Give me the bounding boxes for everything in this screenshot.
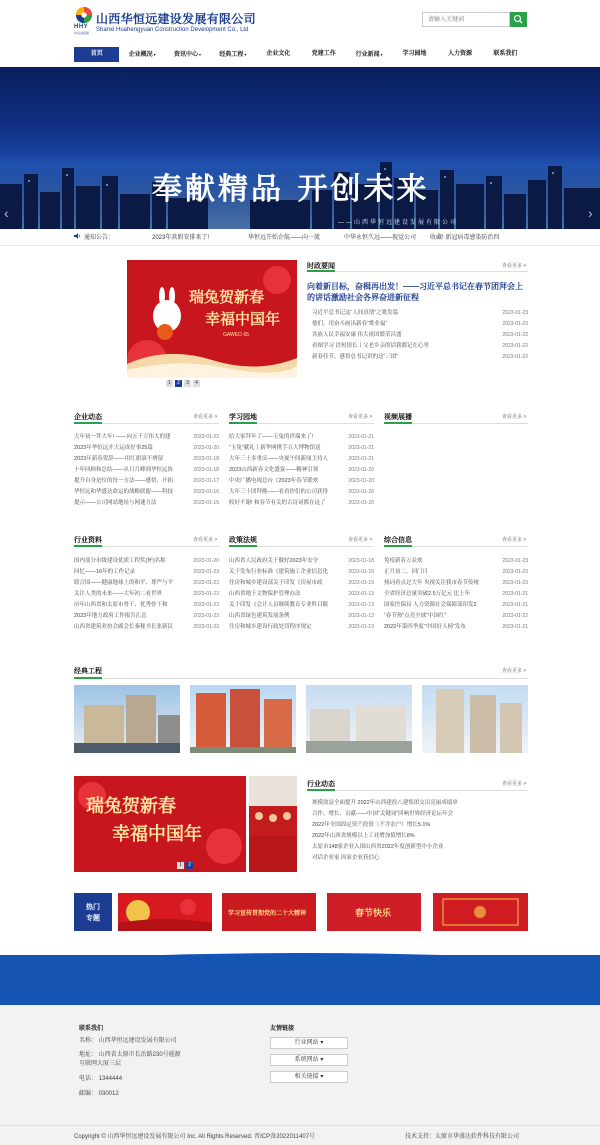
caret-down-icon: ▾ (244, 52, 247, 57)
divider (0, 245, 600, 246)
list-item[interactable] (74, 578, 219, 589)
nav-item[interactable] (119, 47, 164, 62)
list-item-date: 2023-01-20 (193, 558, 219, 564)
building-image (306, 685, 412, 753)
logo-abbr: HHY (74, 24, 89, 30)
list-item-title: 合作、增长、贡献——中国“关键词”回响世界经济论坛年会 (312, 811, 454, 817)
news-slide[interactable] (127, 260, 297, 378)
nav-item-label: 企业概况 (128, 52, 153, 58)
list-item[interactable] (307, 308, 528, 319)
contact-address-2: 互联网大厦三层 (79, 1061, 122, 1067)
decor-band (0, 955, 600, 1005)
list-item[interactable] (307, 352, 528, 363)
list-item-date: 2023-01-18 (193, 467, 219, 473)
list-item-date: 2023-01-21 (348, 445, 374, 451)
list-item-date: 2023-01-18 (348, 558, 374, 564)
divider (74, 678, 528, 679)
list-item-date: 2023-01-22 (502, 354, 528, 360)
nav-item-label: 联系我们 (493, 51, 518, 57)
list-item-date: 2023-01-20 (193, 445, 219, 451)
more-link[interactable]: 查看更多 > (348, 537, 373, 543)
more-link[interactable]: 查看更多 > (502, 414, 527, 420)
tech-support-text: 技术支持：太原市华盛达软件科技有限公司 (405, 1134, 520, 1140)
list-item-title: 大年初一拜大年! ——向五千万伟大的建 (74, 434, 171, 440)
accent-bar (74, 677, 102, 679)
accent-bar (229, 545, 257, 547)
building-image (422, 685, 528, 753)
section-title: 视频展播 (384, 414, 412, 421)
accent-bar (307, 789, 335, 791)
list-item-date: 2023-01-16 (193, 489, 219, 495)
list-item[interactable] (229, 487, 374, 498)
hot-topics-line2: 专题 (86, 915, 100, 922)
list-item[interactable] (384, 567, 528, 578)
list-item-title: 提升自身是位的每一方法——感悟、开拓 (74, 478, 174, 484)
links-title: 友情链接 (270, 1026, 295, 1032)
company-name[interactable]: 山西华恒远建设发展有限公司 (96, 12, 256, 26)
list-item[interactable] (229, 432, 374, 443)
list-item[interactable] (229, 567, 374, 578)
banner-prev-icon[interactable]: ‹ (4, 205, 9, 221)
more-link[interactable]: 查看更多 > (502, 781, 527, 787)
list-item-date: 2023-01-23 (502, 569, 528, 575)
list-item-title: 2022年山西省规模以上工业增加值增长8% (312, 833, 415, 839)
list-item-date: 2023-01-22 (502, 332, 528, 338)
list-item[interactable] (74, 567, 219, 578)
list-item-title: 收好不谢! 和春节有关的古诗词都在这了 (229, 500, 326, 506)
list-item[interactable] (229, 498, 374, 509)
select-label: 相关链接 (294, 1074, 319, 1080)
list-item-date: 2023-01-23 (193, 569, 219, 575)
accent-bar (74, 545, 102, 547)
list-item[interactable] (74, 611, 219, 622)
news-list (307, 308, 528, 363)
nav-item[interactable] (256, 47, 301, 62)
list-item-title: “春节热”点亮全球“中国红” (384, 613, 447, 619)
site-footer (0, 1005, 600, 1145)
list-item-title: 看图学习 语短情长丨父老乡亲的话我都记在心里 (312, 343, 430, 349)
list-item[interactable] (384, 578, 528, 589)
list-item-date: 2023-01-22 (193, 434, 219, 440)
list-item[interactable] (307, 319, 528, 330)
list-item[interactable] (229, 600, 374, 611)
list-item-title: 山西省地下文物保护管理办法 (229, 591, 301, 597)
list-item[interactable] (307, 341, 528, 352)
list-item-date: 2023-01-23 (502, 310, 528, 316)
more-link[interactable]: 查看更多 > (193, 537, 218, 543)
company-list (74, 432, 219, 509)
list-item[interactable] (74, 476, 219, 487)
accent-bar (384, 545, 412, 547)
nav-item[interactable] (483, 47, 528, 62)
topic-banner[interactable] (118, 893, 212, 931)
notice-item[interactable]: 中华永恒久远——视觉公司 (344, 235, 417, 241)
list-item-date: 2023-01-23 (502, 321, 528, 327)
list-item-title: 各族人民幸福安康 伟大祖国繁荣昌盛 (312, 332, 402, 338)
slide-line2: 幸福中国年 (112, 824, 202, 845)
list-item[interactable] (307, 820, 528, 831)
notice-item[interactable]: 2023年款假安排来了! (152, 235, 210, 241)
divider (307, 790, 528, 791)
building-image (74, 685, 180, 753)
nav-item[interactable] (165, 47, 210, 62)
banner-next-icon[interactable]: › (588, 205, 593, 221)
list-item-title: 太原市148家企业入围山西省2022年度创新型中小企业 (312, 844, 444, 850)
divider (307, 271, 528, 272)
list-item[interactable] (307, 842, 528, 853)
project-photo[interactable] (306, 685, 412, 753)
list-item-title: 国内部分市级建设优质工程奖(杯)名称 (74, 558, 166, 564)
banner-title: 奉献精品 开创未来 (152, 172, 430, 207)
list-item-title: 大年三十多重庆——央视午间新闻主持人 (229, 456, 329, 462)
contact-postcode: 邮编： 030012 (79, 1091, 119, 1097)
accent-bar (229, 422, 257, 424)
link-select[interactable] (270, 1054, 348, 1066)
list-item-title: 习近平总书记这“人间真情”之歌发篇 (312, 310, 399, 316)
list-item[interactable] (229, 578, 374, 589)
industry-slide[interactable] (74, 776, 246, 872)
nav-item-label: 资讯中心 (174, 52, 199, 58)
copyright-text: Copyright © 山西华恒远建设发展有限公司 Inc. All Rights Reserved. 晋ICP备2022011407号 (74, 1134, 316, 1140)
nav-item[interactable] (392, 47, 437, 62)
festive-banner-image (118, 893, 212, 931)
list-item-title: 2023年新春贺辞——用红旗滚不辨留 (74, 456, 164, 462)
list-item-title: 规模效益全面提升 2022年山西建投八建集团交出亮丽成绩单 (312, 800, 458, 806)
list-item-date: 2023-01-21 (348, 456, 374, 462)
chevron-down-icon: ▾ (320, 1057, 324, 1063)
accent-bar (307, 270, 335, 272)
list-item-date: 2023-01-15 (348, 580, 374, 586)
list-item[interactable] (384, 600, 528, 611)
section-title: 学习园地 (229, 414, 257, 421)
slide-dot[interactable]: 1 (166, 380, 173, 387)
list-item-date: 2023-01-23 (193, 624, 219, 630)
list-item[interactable] (307, 330, 528, 341)
list-item-date: 2023-01-23 (193, 613, 219, 619)
more-link[interactable]: 查看更多 > (502, 263, 527, 269)
contact-title: 联系我们 (79, 1026, 104, 1032)
info-list (384, 556, 528, 633)
nav-item[interactable] (437, 47, 482, 62)
list-item-title: 大年三十团拜晚——看看你们的公司获得 (229, 489, 329, 495)
list-item-title: 给大家拜年了——玉兔的祥瑞来了! (229, 434, 314, 440)
list-item-date: 2023-01-23 (502, 580, 528, 586)
slide-dot[interactable]: 3 (184, 380, 191, 387)
link-select[interactable] (270, 1037, 348, 1049)
project-photo[interactable] (190, 685, 296, 753)
main-nav (74, 47, 528, 62)
list-item-date: 2023-01-20 (348, 478, 374, 484)
banner-subtitle: ——山西华恒远建设发展有限公司 (338, 220, 459, 226)
list-item-title: 住房和城乡建设部关于印发《房屋市政 (229, 580, 323, 586)
section-title: 政策法规 (229, 537, 257, 544)
project-photo[interactable] (422, 685, 528, 753)
list-item-title: 山西省绿色建筑发展条例 (229, 613, 290, 619)
accent-bar (384, 422, 412, 424)
accent-bar (74, 422, 102, 424)
logo-icon[interactable] (75, 6, 93, 24)
list-item-title: 历年山西省和太原市骨干、优秀骨干和 (74, 602, 168, 608)
list-item[interactable] (307, 831, 528, 842)
link-select[interactable] (270, 1071, 348, 1083)
list-item[interactable] (229, 622, 374, 633)
hero-banner[interactable] (0, 67, 600, 229)
list-item-title: 2023年华恒远开大运成好事25篇 (74, 445, 153, 451)
list-item-title: 2023山西新春文化盛宴——精神引领 (229, 467, 319, 473)
list-item[interactable] (229, 443, 374, 454)
list-item-date: 2023-01-21 (502, 591, 528, 597)
nav-item[interactable] (346, 47, 391, 62)
list-item[interactable] (74, 498, 219, 509)
logo-sub: 华恒远集团 (74, 31, 90, 35)
nav-item[interactable] (301, 47, 346, 62)
list-item-title: 十年回顾和总结——从日月峰到华恒远协 (74, 467, 174, 473)
caret-down-icon: ▾ (380, 52, 383, 57)
list-item[interactable] (74, 465, 219, 476)
section-title: 综合信息 (384, 537, 412, 544)
copyright-bar (0, 1125, 600, 1145)
list-item[interactable] (384, 556, 528, 567)
notice-item[interactable]: 收藏! 新冠病毒感染防治四 (430, 235, 500, 241)
section-title: 企业动态 (74, 414, 102, 421)
chevron-down-icon: ▾ (320, 1040, 324, 1046)
list-item[interactable] (229, 556, 374, 567)
list-item-title: 新春佳节，感悟总书记讲的这“三团” (312, 354, 399, 360)
list-item[interactable] (74, 443, 219, 454)
nav-item-label: 行业新闻 (355, 52, 380, 58)
list-item-title: 全省经济总量突破2.5万亿元 比上年 (384, 591, 471, 597)
nav-item-label: 学习园地 (402, 51, 427, 57)
notice-bar (74, 232, 528, 242)
list-item[interactable] (229, 589, 374, 600)
list-item[interactable] (74, 487, 219, 498)
study-list (229, 432, 374, 509)
list-item[interactable] (384, 611, 528, 622)
section-title: 行业资料 (74, 537, 102, 544)
industry-news-list (307, 798, 528, 864)
list-item[interactable] (74, 432, 219, 443)
chevron-down-icon: ▾ (320, 1074, 324, 1080)
nav-item-label: 首页 (90, 51, 103, 57)
list-item[interactable] (229, 611, 374, 622)
list-item-title: 华恒远和华盛达命运的战略联盟——科技 (74, 489, 174, 495)
list-item-title: 山西省人民政府关于做好2023年安全 (229, 558, 319, 564)
list-item[interactable] (74, 589, 219, 600)
list-item[interactable] (74, 622, 219, 633)
list-item-date: 2023-01-13 (348, 591, 374, 597)
select-label: 行业网站 (294, 1040, 319, 1046)
list-item-title: “玉兔”献礼丨新华网携手五大博物馆送 (229, 445, 321, 451)
nav-item-label: 党建工作 (311, 51, 336, 57)
list-item[interactable] (74, 556, 219, 567)
select-label: 系统网站 (294, 1057, 319, 1063)
list-item-date: 2023-01-21 (502, 602, 528, 608)
list-item-date: 2023-01-13 (348, 624, 374, 630)
list-item-date: 2023-01-23 (193, 602, 219, 608)
caret-down-icon: ▾ (199, 52, 202, 57)
slide-tag: GAWEO 65 (223, 332, 249, 338)
nav-item[interactable] (210, 47, 255, 62)
list-item[interactable] (307, 809, 528, 820)
list-item-date: 2023-01-18 (193, 456, 219, 462)
project-photo[interactable] (74, 685, 180, 753)
list-item-date: 2023-01-15 (193, 500, 219, 506)
list-item-date: 2023-01-21 (502, 624, 528, 630)
list-item-date: 2023-01-20 (348, 489, 374, 495)
list-item-date: 2023-01-22 (502, 613, 528, 619)
list-item[interactable] (74, 454, 219, 465)
list-item-title: 联合国——健康地球上的和平、尊严与平 (74, 580, 174, 586)
policy-list (229, 556, 374, 633)
more-link[interactable]: 查看更多 > (502, 668, 527, 674)
nav-item-label: 经典工程 (219, 52, 244, 58)
list-item[interactable] (229, 476, 374, 487)
section-title: 经典工程 (74, 668, 102, 675)
list-item-title: 回忆——16年的工作记录 (74, 569, 136, 575)
nav-item[interactable] (74, 47, 119, 62)
topic-banner-text: 春节快乐 (355, 909, 392, 919)
company-name-en: Shanxi Huahengyuan Construction Development Co., Ltd (96, 27, 249, 33)
topic-banner-text: 学习宣传贯彻党的二十大精神 (228, 911, 307, 917)
list-item-date: 2023-01-13 (348, 613, 374, 619)
list-item[interactable] (384, 589, 528, 600)
list-item-title: 山西省建筑业协会副会长秦秘书长张新民 (74, 624, 174, 630)
list-item-title: 住房和城乡建设行政处罚程序规定 (229, 624, 312, 630)
list-item[interactable] (74, 600, 219, 611)
notice-item[interactable]: 华恒远开始企航——向一流 (248, 235, 321, 241)
list-item-title: 中央广播电视总台《2023年春节联欢 (229, 478, 319, 484)
site-header (0, 0, 600, 44)
slide-line1: 瑞兔贺新春 (86, 796, 176, 817)
slide-line1: 瑞兔贺新春 (189, 288, 265, 306)
list-item-title: 国家医保局 人力资源社会保障部印发2 (384, 602, 477, 608)
slide-line2: 幸福中国年 (205, 310, 281, 328)
news-title: 时政要闻 (307, 263, 335, 270)
list-item-title: 提示——公司网站地址与网速方法 (74, 500, 157, 506)
list-item-date: 2023-01-22 (502, 343, 528, 349)
list-item-date: 2023-01-20 (348, 467, 374, 473)
list-item-title: 免疫新春万众欢 (384, 558, 423, 564)
list-item-title: 对话企业家 因家企业获信心 (312, 855, 380, 861)
search-button[interactable] (510, 12, 527, 27)
slide-dot[interactable]: 1 (177, 862, 184, 869)
slide-pager (166, 380, 200, 387)
slide-dot[interactable]: 2 (186, 862, 193, 869)
building-image (190, 685, 296, 753)
contact-name: 名称： 山西华恒远建设发展有限公司 (79, 1038, 177, 1044)
festive-banner-image (433, 893, 528, 931)
topic-banner[interactable] (222, 893, 316, 931)
list-item-title: 关注人类的未来——大年初二看世界 (74, 591, 163, 597)
band-curve-decor (0, 948, 600, 962)
nav-item-label: 人力资源 (447, 51, 472, 57)
list-item-date: 2023-01-23 (193, 591, 219, 597)
list-item[interactable] (229, 465, 374, 476)
list-item-title: 2023年地方政府工作报告汇总 (74, 613, 147, 619)
list-item-date: 2023-01-23 (502, 558, 528, 564)
more-link[interactable]: 查看更多 > (193, 414, 218, 420)
list-item-date: 2023-01-17 (193, 478, 219, 484)
list-item-title: 关于发布行业标准《建筑施工企业信息化 (229, 569, 329, 575)
topic-banner[interactable] (327, 893, 421, 931)
list-item-title: 2022年全国固定资产投资（不含农户）增长5.1% (312, 822, 431, 828)
caret-down-icon: ▾ (153, 52, 156, 57)
slide-pager (177, 862, 193, 869)
slide-dot[interactable]: 2 (175, 380, 182, 387)
list-item[interactable] (384, 622, 528, 633)
list-item[interactable] (307, 853, 528, 864)
list-item-date: 2023-01-13 (348, 602, 374, 608)
list-item-title: 关于印发《会计人员继续教育专业科目限 (229, 602, 329, 608)
list-item-date: 2023-01-23 (193, 580, 219, 586)
section-title: 行业动态 (307, 781, 335, 788)
list-item[interactable] (307, 798, 528, 809)
list-item-date: 2023-01-15 (348, 569, 374, 575)
speaker-icon (74, 233, 81, 239)
event-image (249, 776, 297, 872)
more-link[interactable]: 查看更多 > (348, 414, 373, 420)
industry-list (74, 556, 219, 633)
list-item-date: 2023-01-20 (348, 500, 374, 506)
event-photo[interactable] (249, 776, 297, 872)
headline-link[interactable]: 向着新目标，奋楫再出发！——习近平总书记在春节团拜会上的讲话激励社会各界奋进新征程 (307, 282, 523, 302)
nav-item-label: 企业文化 (266, 51, 291, 57)
list-item-title: 热词看点过大年 央视关注我市春节传统 (384, 580, 480, 586)
list-item-title: 2022年第四季度“中国好人榜”发布 (384, 624, 466, 630)
contact-address: 地址： 山西省太原市长治路230号能源 (79, 1052, 181, 1058)
search-input[interactable] (422, 12, 510, 27)
hot-topics-line1: 热门 (86, 904, 100, 911)
hot-topics-label (74, 893, 112, 931)
search-icon (510, 12, 527, 27)
more-link[interactable]: 查看更多 > (502, 537, 527, 543)
topic-banner[interactable] (433, 893, 528, 931)
list-item[interactable] (229, 454, 374, 465)
list-item-title: 他们，用奋斗画出新春“歌业福” (312, 321, 388, 327)
contact-phone: 电话： 1344444 (79, 1076, 123, 1082)
list-item-date: 2023-01-21 (348, 434, 374, 440)
notice-label: 通知公告： (84, 235, 115, 241)
list-item-title: 正月初二，回门日 (384, 569, 429, 575)
slide-dot[interactable]: 4 (193, 380, 200, 387)
